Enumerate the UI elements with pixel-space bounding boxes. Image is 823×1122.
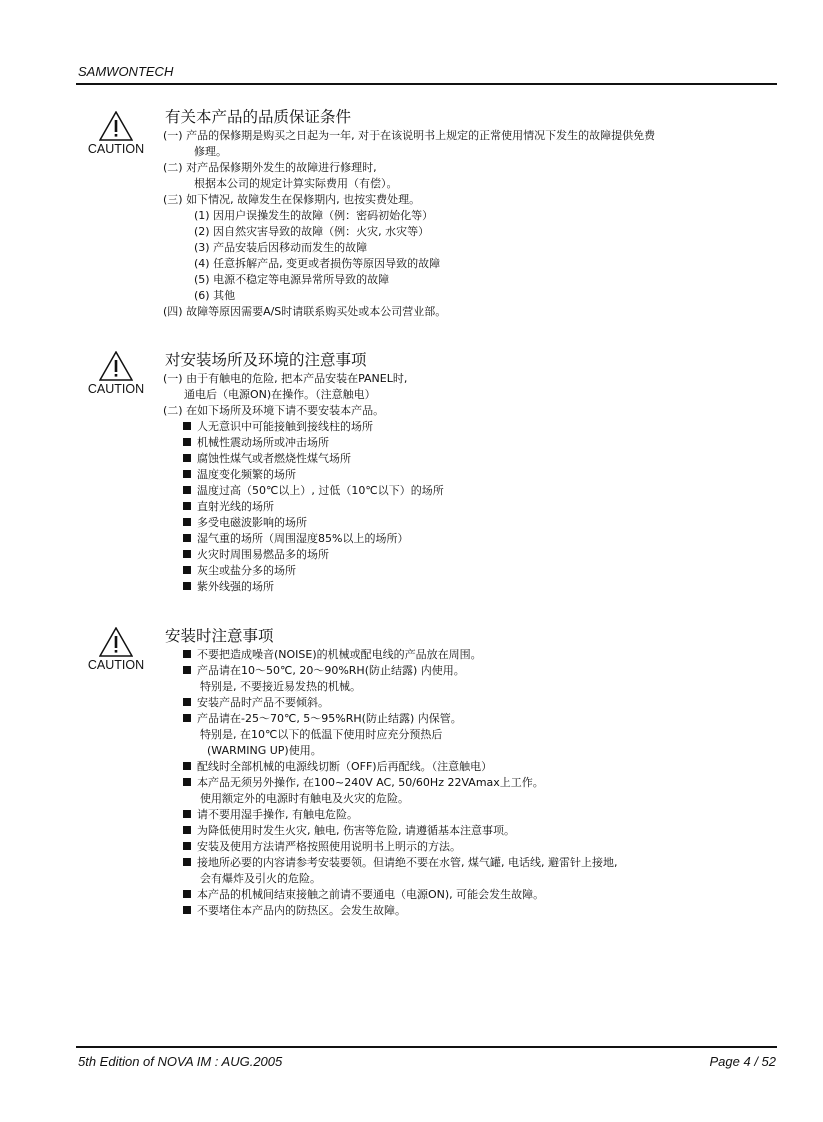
environment-bullet-text: 紫外线强的场所: [197, 580, 274, 593]
caution-label: CAUTION: [87, 142, 145, 156]
warning-triangle-icon: [99, 627, 133, 657]
environment-bullet: [163, 467, 783, 483]
bullet-square-icon: [183, 666, 191, 674]
installation-bullet: [163, 903, 783, 919]
caution-block-warranty: [84, 111, 148, 156]
installation-continuation: 特别是, 在10℃以下的低温下使用时应充分预热后: [200, 728, 443, 741]
bullet-square-icon: [183, 906, 191, 914]
warranty-line: (5) 电源不稳定等电源异常所导致的故障: [194, 273, 390, 286]
bullet-square-icon: [183, 650, 191, 658]
bullet-square-icon: [183, 550, 191, 558]
environment-bullet: [163, 531, 783, 547]
bullet-square-icon: [183, 714, 191, 722]
warranty-line: (四) 故障等原因需要A/S时请联系购买处或本公司营业部。: [163, 305, 447, 318]
bullet-square-icon: [183, 890, 191, 898]
bullet-square-icon: [183, 422, 191, 430]
bullet-square-icon: [183, 534, 191, 542]
installation-bullet-text: 安装产品时产品不要倾斜。: [197, 696, 329, 709]
bullet-square-icon: [183, 502, 191, 510]
environment-bullet: [163, 483, 783, 499]
installation-bullet-text: 产品请在-25～70℃, 5～95%RH(防止结露) 内保管。: [197, 712, 462, 725]
warranty-line: (3) 产品安装后因移动而发生的故障: [194, 241, 368, 254]
installation-bullet: [163, 647, 783, 663]
bullet-square-icon: [183, 454, 191, 462]
caution-block-environment: [84, 351, 148, 396]
environment-bullet-text: 温度变化频繁的场所: [197, 468, 296, 481]
installation-bullet: [163, 711, 783, 727]
footer-divider: [76, 1046, 777, 1048]
warranty-line: (一) 产品的保修期是购买之日起为一年, 对于在该说明书上规定的正常使用情况下发生的故障提供免费: [163, 129, 656, 142]
installation-bullet-text: 接地所必要的内容请参考安装要领。但请绝不要在水管, 煤气罐, 电话线, 避雷针上接地,: [197, 856, 618, 869]
installation-bullet: [163, 759, 783, 775]
warranty-line: (6) 其他: [194, 289, 236, 302]
installation-continuation: 会有爆炸及引火的危险。: [200, 872, 321, 885]
installation-bullet-text: 本产品无须另外操作, 在100~240V AC, 50/60Hz 22VAmax上工作。: [197, 776, 544, 789]
bullet-square-icon: [183, 858, 191, 866]
header-divider: [76, 83, 777, 85]
environment-bullet-text: 机械性震动场所或冲击场所: [197, 436, 329, 449]
bullet-square-icon: [183, 566, 191, 574]
header-brand: SAMWONTECH: [78, 64, 174, 79]
warranty-line: (1) 因用户误操发生的故障（例：密码初始化等）: [194, 209, 434, 222]
caution-label: CAUTION: [87, 658, 145, 672]
installation-bullet: [163, 775, 783, 791]
environment-bullet-text: 温度过高（50℃以上）, 过低（10℃以下）的场所: [197, 484, 444, 497]
installation-bullet: [163, 887, 783, 903]
caution-label: CAUTION: [87, 382, 145, 396]
bullet-square-icon: [183, 842, 191, 850]
environment-bullet: [163, 499, 783, 515]
installation-bullet-text: 产品请在10～50℃, 20～90%RH(防止结露) 内使用。: [197, 664, 465, 677]
installation-bullet: [163, 695, 783, 711]
environment-bullet: [163, 579, 783, 595]
section-title-installation: 安装时注意事项: [165, 627, 274, 645]
section-title-warranty: 有关本产品的品质保证条件: [165, 108, 352, 126]
installation-bullet: [163, 839, 783, 855]
warranty-line: 根据本公司的规定计算实际费用（有偿）。: [194, 177, 398, 190]
warranty-line: (三) 如下情况, 故障发生在保修期内, 也按实费处理。: [163, 193, 421, 206]
bullet-square-icon: [183, 826, 191, 834]
installation-bullet: [163, 823, 783, 839]
environment-bullet-text: 火灾时周围易燃品多的场所: [197, 548, 329, 561]
bullet-square-icon: [183, 778, 191, 786]
environment-bullet: [163, 563, 783, 579]
environment-bullet: [163, 451, 783, 467]
installation-continuation: (WARMING UP)使用。: [207, 744, 322, 757]
warranty-line: 修理。: [194, 145, 227, 158]
installation-bullet-text: 不要把造成噪音(NOISE)的机械或配电线的产品放在周围。: [197, 648, 482, 661]
warning-triangle-icon: [99, 111, 133, 141]
installation-bullet: [163, 855, 783, 871]
environment-bullet-text: 多受电磁波影响的场所: [197, 516, 307, 529]
installation-bullet: [163, 663, 783, 679]
bullet-square-icon: [183, 470, 191, 478]
installation-continuation: 使用额定外的电源时有触电及火灾的危险。: [200, 792, 409, 805]
installation-bullet-text: 本产品的机械间结束接触之前请不要通电（电源ON), 可能会发生故障。: [197, 888, 545, 901]
environment-bullet-text: 湿气重的场所（周围湿度85%以上的场所）: [197, 532, 409, 545]
environment-bullet: [163, 515, 783, 531]
bullet-square-icon: [183, 582, 191, 590]
caution-block-installation: [84, 627, 148, 672]
warning-triangle-icon: [99, 351, 133, 381]
environment-bullet-text: 灰尘或盐分多的场所: [197, 564, 296, 577]
footer-edition: 5th Edition of NOVA IM : AUG.2005: [78, 1054, 283, 1069]
section-installation: [163, 626, 783, 919]
environment-bullet: [163, 419, 783, 435]
section-environment: [163, 350, 783, 595]
environment-bullet-text: 腐蚀性煤气或者燃烧性煤气场所: [197, 452, 351, 465]
bullet-square-icon: [183, 810, 191, 818]
environment-line: 通电后（电源ON)在操作。（注意触电）: [184, 388, 376, 401]
installation-bullet-text: 配线时全部机械的电源线切断（OFF)后再配线。（注意触电）: [197, 760, 493, 773]
installation-bullet-text: 安装及使用方法请严格按照使用说明书上明示的方法。: [197, 840, 461, 853]
installation-bullet-text: 为降低使用时发生火灾, 触电, 伤害等危险, 请遵循基本注意事项。: [197, 824, 515, 837]
bullet-square-icon: [183, 698, 191, 706]
installation-bullet-text: 不要堵住本产品内的防热区。会发生故障。: [197, 904, 406, 917]
bullet-square-icon: [183, 762, 191, 770]
environment-bullet: [163, 435, 783, 451]
section-title-environment: 对安装场所及环境的注意事项: [165, 351, 367, 369]
bullet-square-icon: [183, 518, 191, 526]
environment-line: (一) 由于有触电的危险, 把本产品安装在PANEL时,: [163, 372, 408, 385]
installation-bullet-text: 请不要用湿手操作, 有触电危险。: [197, 808, 358, 821]
warranty-line: (4) 任意拆解产品, 变更或者损伤等原因导致的故障: [194, 257, 441, 270]
installation-continuation: 特别是, 不要接近易发热的机械。: [200, 680, 361, 693]
environment-bullet-text: 人无意识中可能接触到接线柱的场所: [197, 420, 373, 433]
bullet-square-icon: [183, 438, 191, 446]
warranty-line: (二) 对产品保修期外发生的故障进行修理时,: [163, 161, 377, 174]
bullet-square-icon: [183, 486, 191, 494]
environment-bullet-text: 直射光线的场所: [197, 500, 274, 513]
page-number: Page 4 / 52: [709, 1054, 776, 1069]
installation-bullet: [163, 807, 783, 823]
warranty-line: (2) 因自然灾害导致的故障（例：火灾, 水灾等）: [194, 225, 430, 238]
environment-line: (二) 在如下场所及环境下请不要安装本产品。: [163, 404, 385, 417]
section-warranty: [163, 107, 783, 320]
environment-bullet: [163, 547, 783, 563]
